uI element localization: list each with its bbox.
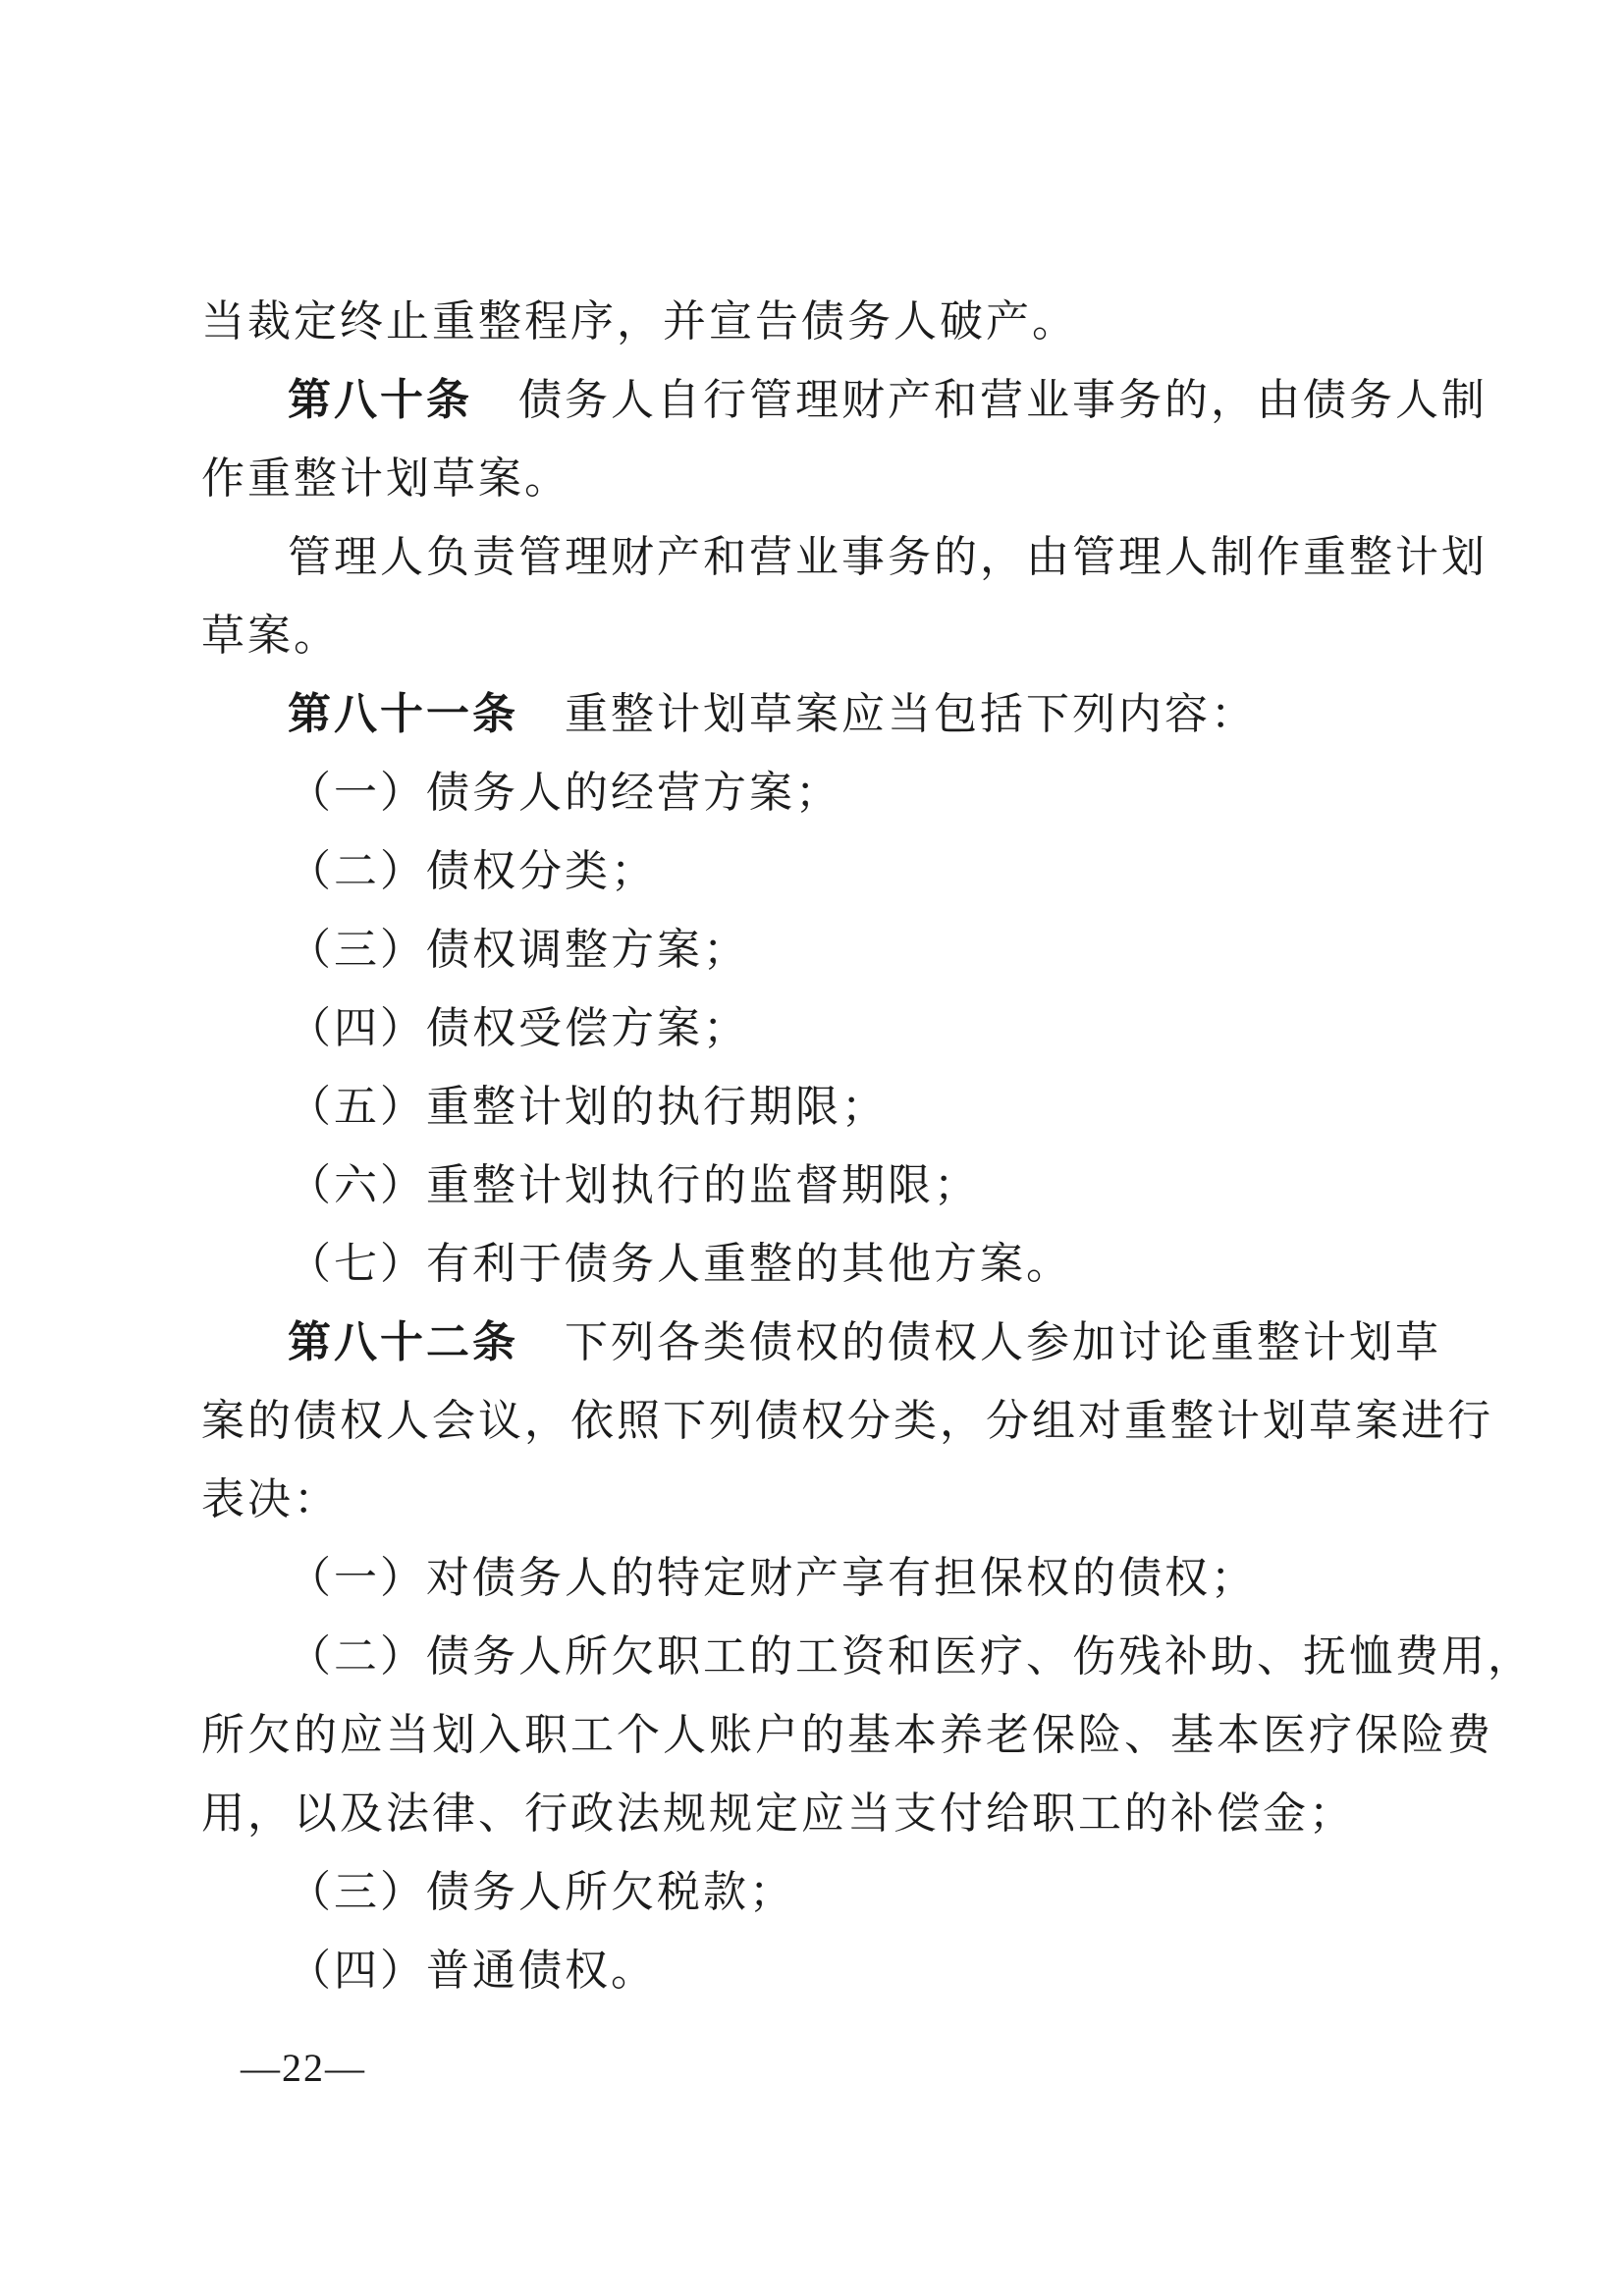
text-run: （二）债权分类；: [288, 847, 657, 895]
text-run: （三）债权调整方案；: [288, 926, 749, 974]
text-line: [201, 832, 1448, 911]
text-run: （五）重整计划的执行期限；: [288, 1083, 888, 1131]
text-run: （二）债务人所欠职工的工资和医疗、伤残补助、抚恤费用，: [288, 1632, 1534, 1681]
text-line: [201, 440, 1448, 518]
text-run: 当裁定终止重整程序，并宣告债务人破产。: [201, 297, 1078, 346]
text-run: 管理人负责管理财产和营业事务的，由管理人制作重整计划: [288, 533, 1488, 581]
text-run: 作重整计划草案。: [201, 454, 570, 503]
text-line: [201, 597, 1448, 675]
article-number: 第八十二条: [288, 1318, 518, 1366]
article-number: 第八十一条: [288, 690, 518, 738]
text-run: 所欠的应当划入职工个人账户的基本养老保险、基本医疗保险费: [201, 1711, 1493, 1759]
text-run: （一）债务人的经营方案；: [288, 769, 841, 817]
text-run: 表决：: [201, 1475, 340, 1523]
text-line: [201, 1382, 1493, 1461]
text-run: （六）重整计划执行的监督期限；: [288, 1161, 980, 1209]
text-run: 草案。: [201, 612, 340, 660]
text-line: [201, 911, 1448, 989]
text-line: [201, 754, 1448, 832]
text-line: [201, 1696, 1493, 1775]
page-number: —22—: [241, 2046, 366, 2090]
text-line: [201, 1853, 1448, 1932]
text-line: [201, 1539, 1448, 1618]
text-line: [201, 1304, 1448, 1382]
text-run: 案的债权人会议，依照下列债权分类，分组对重整计划草案进行: [201, 1397, 1493, 1445]
text-line: [201, 1461, 1448, 1539]
text-run: 重整计划草案应当包括下列内容：: [518, 690, 1257, 738]
article-number: 第八十条: [288, 376, 472, 424]
text-line: [201, 283, 1448, 361]
text-line: [201, 1618, 1534, 1696]
text-run: （七）有利于债务人重整的其他方案。: [288, 1240, 1072, 1288]
text-line: [201, 1775, 1448, 1853]
text-line: [201, 675, 1448, 754]
text-run: 债务人自行管理财产和营业事务的，由债务人制: [472, 376, 1488, 424]
text-line: [201, 1932, 1448, 2010]
document-body: [201, 283, 1534, 2010]
text-run: 用，以及法律、行政法规规定应当支付给职工的补偿金；: [201, 1789, 1355, 1838]
text-run: （四）普通债权。: [288, 1947, 657, 1995]
text-line: [201, 518, 1488, 597]
text-run: 下列各类债权的债权人参加讨论重整计划草: [518, 1318, 1441, 1366]
text-run: （四）债权受偿方案；: [288, 1004, 749, 1052]
text-line: [201, 989, 1448, 1068]
text-line: [201, 1068, 1448, 1147]
text-run: （三）债务人所欠税款；: [288, 1868, 795, 1916]
text-run: （一）对债务人的特定财产享有担保权的债权；: [288, 1554, 1257, 1602]
text-line: [201, 1225, 1448, 1304]
text-line: [201, 1147, 1448, 1225]
text-line: [201, 361, 1488, 440]
